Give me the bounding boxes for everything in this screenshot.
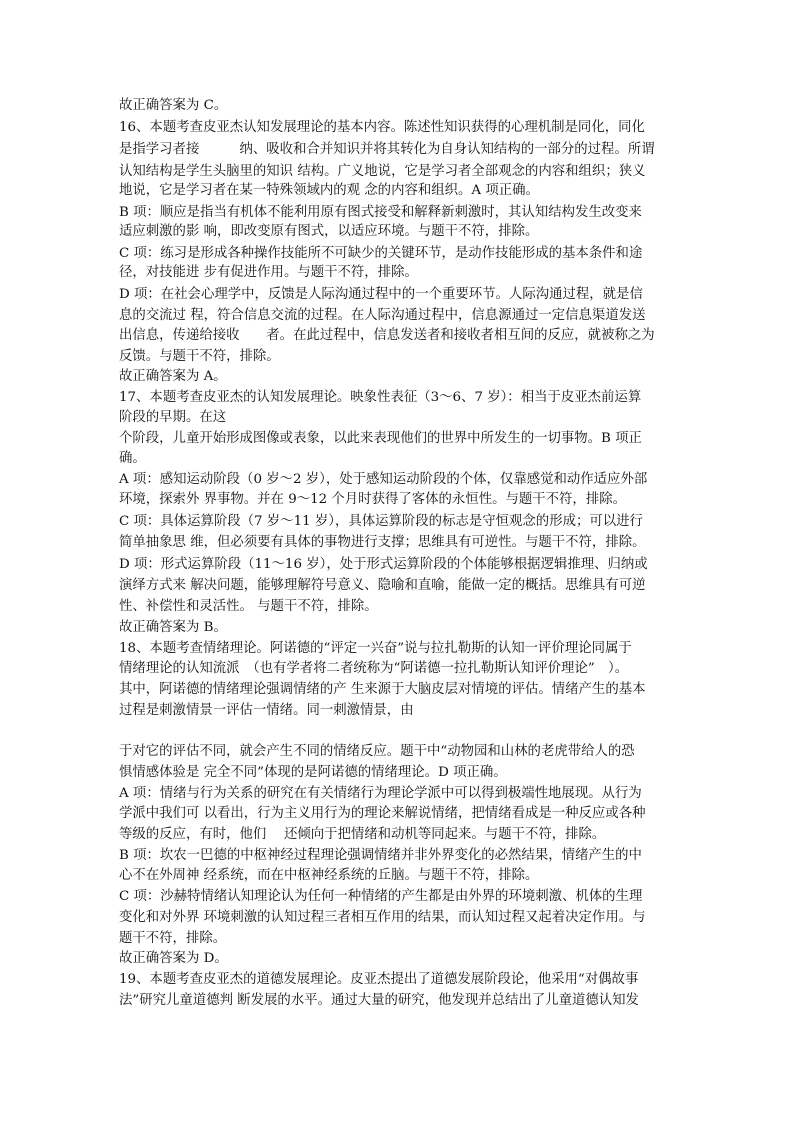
text-line: 18、本题考查情绪理论。阿诺德的“评定一兴奋”说与拉扎勒斯的认知一评价理论同属于 bbox=[119, 641, 632, 656]
text-line: C 项：具体运算阶段（7 岁～11 岁），具体运算阶段的标志是守恒观念的形成；可以进行 bbox=[119, 514, 643, 529]
text-line: 环境，探索外 界事物。并在 9～12 个月时获得了客体的永恒性。与题干不符，排除。 bbox=[119, 492, 626, 507]
text-line: 题干不符，排除。 bbox=[119, 931, 227, 946]
text-line: 其中，阿诺德的情绪理论强调情绪的产 生来源于大脑皮层对情境的评估。情绪产生的基本 bbox=[119, 682, 646, 697]
text-line: 认知结构是学生头脑里的知识 结构。广义地说，它是学习者全部观念的内容和组织；狭义 bbox=[119, 164, 646, 179]
text-line: 径，对技能进 步有促进作用。与题干不符，排除。 bbox=[119, 265, 418, 280]
text-line: 等级的反应，有时，他们 还倾向于把情绪和动机等同起来。与题干不符，排除。 bbox=[119, 827, 606, 842]
text-line: 故正确答案为 D。 bbox=[119, 951, 228, 966]
text-line: 故正确答案为 C。 bbox=[119, 98, 228, 113]
text-line: 法”研究儿童道德判 断发展的水平。通过大量的研究，他发现并总结出了儿童道德认知发 bbox=[119, 993, 639, 1008]
text-line: 地说，它是学习者在某一特殊领域内的观 念的内容和组织。A 项正确。 bbox=[119, 183, 539, 198]
text-line: 个阶段，儿童开始形成图像或表象，以此来表现他们的世界中所发生的一切事物。B 项正 bbox=[119, 431, 642, 446]
text-line: 故正确答案为 B。 bbox=[119, 620, 227, 635]
text-line: 出信息，传递给接收 者。在此过程中，信息发送者和接收者相互间的反应，就被称之为 bbox=[119, 328, 655, 343]
text-line: B 项：顺应是指当有机体不能利用原有图式接受和解释新刺激时，其认知结构发生改变来 bbox=[119, 205, 642, 220]
text-line: 息的交流过 程，符合信息交流的过程。在人际沟通过程中，信息源通过一定信息渠道发送 bbox=[119, 308, 646, 323]
text-line: 惧情感体验是 完全不同”体现的是阿诺德的情绪理论。D 项正确。 bbox=[119, 765, 507, 780]
text-line: 反馈。与题干不符，排除。 bbox=[119, 349, 280, 364]
text-line: 性、补偿性和灵活性。 与题干不符，排除。 bbox=[119, 599, 378, 614]
text-line: 17、本题考查皮亚杰的认知发展理论。映象性表征（3～6、7 岁）：相当于皮亚杰前运算 bbox=[119, 390, 642, 405]
text-line: D 项：形式运算阶段（11～16 岁），处于形式运算阶段的个体能够根据逻辑推理、归纳或 bbox=[119, 557, 648, 572]
text-line: 适应刺激的影 响，即改变原有图式，以适应环境。与题干不符，排除。 bbox=[119, 224, 539, 239]
text-line: 情绪理论的认知流派 （也有学者将二者统称为“阿诺德一拉扎勒斯认知评价理论” ）。 bbox=[119, 661, 629, 676]
text-line: D 项：在社会心理学中，反馈是人际沟通过程中的一个重要环节。人际沟通过程，就是信 bbox=[119, 287, 643, 302]
text-line: 阶段的早期。在这 bbox=[119, 410, 227, 425]
text-line: 故正确答案为 A。 bbox=[119, 369, 227, 384]
text-line: 是指学习者接 纳、吸收和合并知识并将其转化为自身认知结构的一部分的过程。所谓 bbox=[119, 142, 655, 157]
text-line: 心不在外周神 经系统，而在中枢神经系统的丘脑。与题干不符，排除。 bbox=[119, 868, 539, 883]
text-line: 于对它的评估不同，就会产生不同的情绪反应。题干中“动物园和山林的老虎带给人的恐 bbox=[119, 744, 635, 759]
text-line: A 项：情绪与行为关系的研究在有关情绪行为理论学派中可以得到极端性地展现。从行为 bbox=[119, 786, 642, 801]
text-line: 过程是刺激情景一评估一情绪。同一刺激情景，由 bbox=[119, 703, 414, 718]
text-line: 简单抽象思 维，但必须要有具体的事物进行支撑；思维具有可逆性。与题干不符，排除。 bbox=[119, 535, 646, 550]
text-line: C 项：练习是形成各种操作技能所不可缺少的关键环节，是动作技能形成的基本条件和途 bbox=[119, 246, 643, 261]
text-line: 确。 bbox=[119, 451, 146, 466]
text-line: 变化和对外界 环境刺激的认知过程三者相互作用的结果，而认知过程又起着决定作用。与 bbox=[119, 910, 646, 925]
text-line: C 项：沙赫特情绪认知理论认为任何一种情绪的产生都是由外界的环境刺激、机体的生理 bbox=[119, 889, 643, 904]
text-line: 16、本题考查皮亚杰认知发展理论的基本内容。陈述性知识获得的心理机制是同化，同化 bbox=[119, 120, 645, 135]
text-line: 19、本题考查皮亚杰的道德发展理论。皮亚杰提出了道德发展阶段论，他采用“对偶故事 bbox=[119, 972, 639, 987]
text-line: B 项：坎农一巴德的中枢神经过程理论强调情绪并非外界变化的必然结果，情绪产生的中 bbox=[119, 848, 642, 863]
text-line: A 项：感知运动阶段（0 岁～2 岁），处于感知运动阶段的个体，仅靠感觉和动作适应外部 bbox=[119, 472, 648, 487]
text-line: 演绎方式来 解决问题，能够理解符号意义、隐喻和直喻，能做一定的概括。思维具有可逆 bbox=[119, 578, 646, 593]
text-line: 学派中我们可 以看出，行为主义用行为的理论来解说情绪，把情绪看成是一种反应或各种 bbox=[119, 806, 646, 821]
